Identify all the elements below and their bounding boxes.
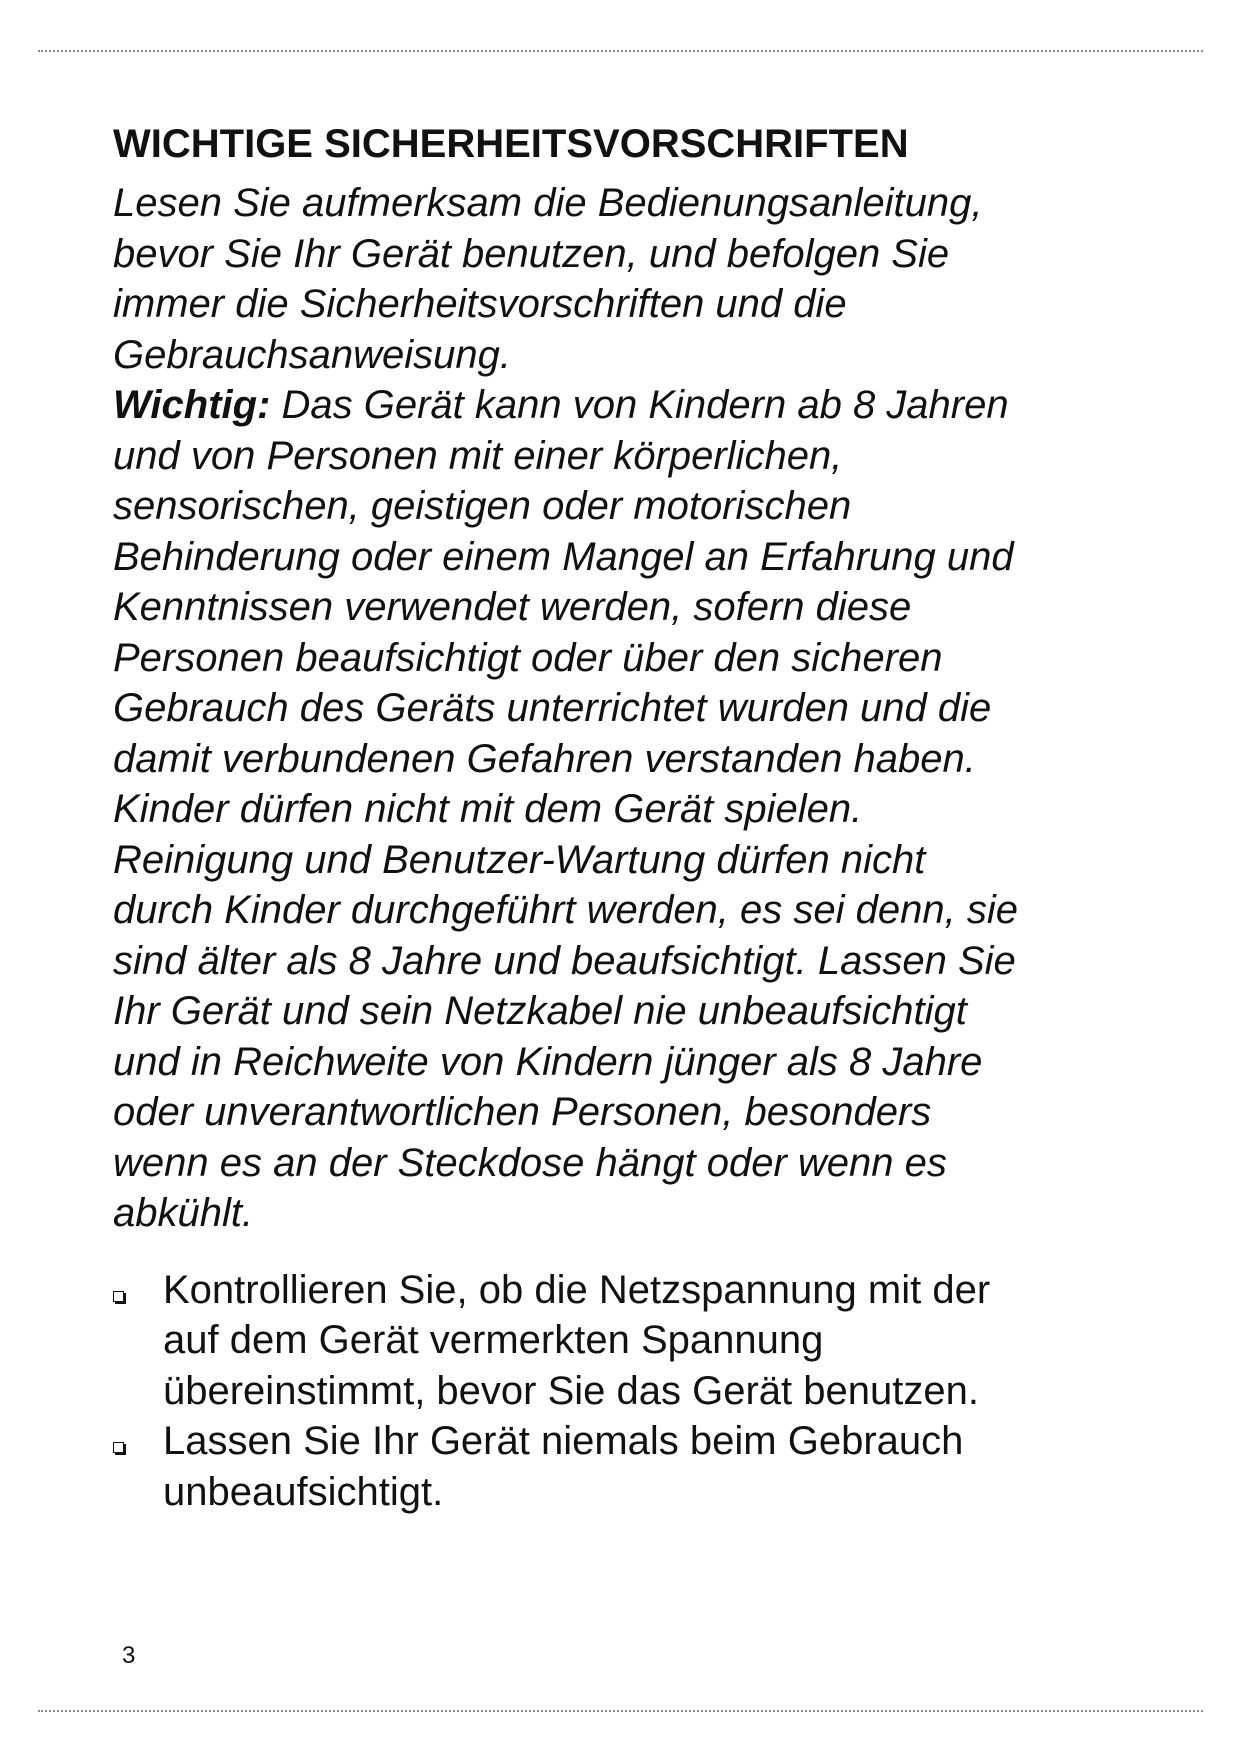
intro-line: Kenntnissen verwendet werden, sofern diese	[113, 585, 912, 629]
bottom-dotted-divider	[38, 1710, 1203, 1712]
checkbox-bullet-icon	[113, 1291, 124, 1302]
list-item	[113, 1265, 1133, 1417]
page-number: 3	[122, 1642, 136, 1669]
intro-line: Personen beaufsichtigt oder über den sicheren	[113, 635, 943, 680]
bullet-line: Kontrollieren Sie, ob die Netzspannung mit der	[163, 1267, 991, 1312]
bullet-line: unbeaufsichtigt.	[163, 1469, 444, 1514]
intro-paragraph	[113, 178, 1133, 1239]
checkbox-bullet-icon	[113, 1442, 124, 1453]
important-label: Wichtig:	[113, 383, 271, 427]
section-heading: WICHTIGE SICHERHEITSVORSCHRIFTEN	[113, 122, 909, 166]
intro-line: Gebrauchsanweisung.	[113, 332, 512, 377]
intro-line: wenn es an der Steckdose hängt oder wenn es	[113, 1140, 947, 1185]
intro-line: Das Gerät kann von Kindern ab 8 Jahren	[270, 383, 1009, 427]
top-dotted-divider	[38, 50, 1203, 52]
bullet-line: übereinstimmt, bevor Sie das Gerät benutzen.	[163, 1368, 979, 1413]
intro-line: immer die Sicherheitsvorschriften und die	[113, 282, 847, 326]
list-item	[113, 1416, 1133, 1517]
bullet-line: auf dem Gerät vermerkten Spannung	[163, 1318, 824, 1362]
intro-line: durch Kinder durchgeführt werden, es sei denn, sie	[113, 888, 1018, 932]
safety-bullet-list	[113, 1265, 1133, 1518]
intro-line: Kinder dürfen nicht mit dem Gerät spielen.	[113, 787, 863, 831]
intro-line: bevor Sie Ihr Gerät benutzen, und befolgen Sie	[113, 231, 950, 276]
intro-line: Reinigung und Benutzer-Wartung dürfen nicht	[113, 837, 926, 882]
intro-line: sind älter als 8 Jahre und beaufsichtigt. Lassen Sie	[113, 938, 1016, 983]
intro-line: und in Reichweite von Kindern jünger als 8 Jahre	[113, 1039, 983, 1084]
intro-line: sensorischen, geistigen oder motorischen	[113, 484, 852, 528]
intro-line: damit verbundenen Gefahren verstanden haben.	[113, 736, 976, 781]
intro-line: oder unverantwortlichen Personen, besonders	[113, 1090, 932, 1134]
intro-line: Gebrauch des Geräts unterrichtet wurden und die	[113, 686, 992, 730]
intro-line: Behinderung oder einem Mangel an Erfahrung und	[113, 534, 1014, 579]
intro-line: Lesen Sie aufmerksam die Bedienungsanleitung,	[113, 181, 983, 225]
intro-line: und von Personen mit einer körperlichen,	[113, 433, 843, 478]
intro-line: Ihr Gerät und sein Netzkabel nie unbeaufsichtigt	[113, 989, 967, 1033]
intro-line: abkühlt.	[113, 1191, 254, 1235]
safety-section	[113, 118, 1133, 1517]
bullet-line: Lassen Sie Ihr Gerät niemals beim Gebrauch	[163, 1419, 964, 1463]
